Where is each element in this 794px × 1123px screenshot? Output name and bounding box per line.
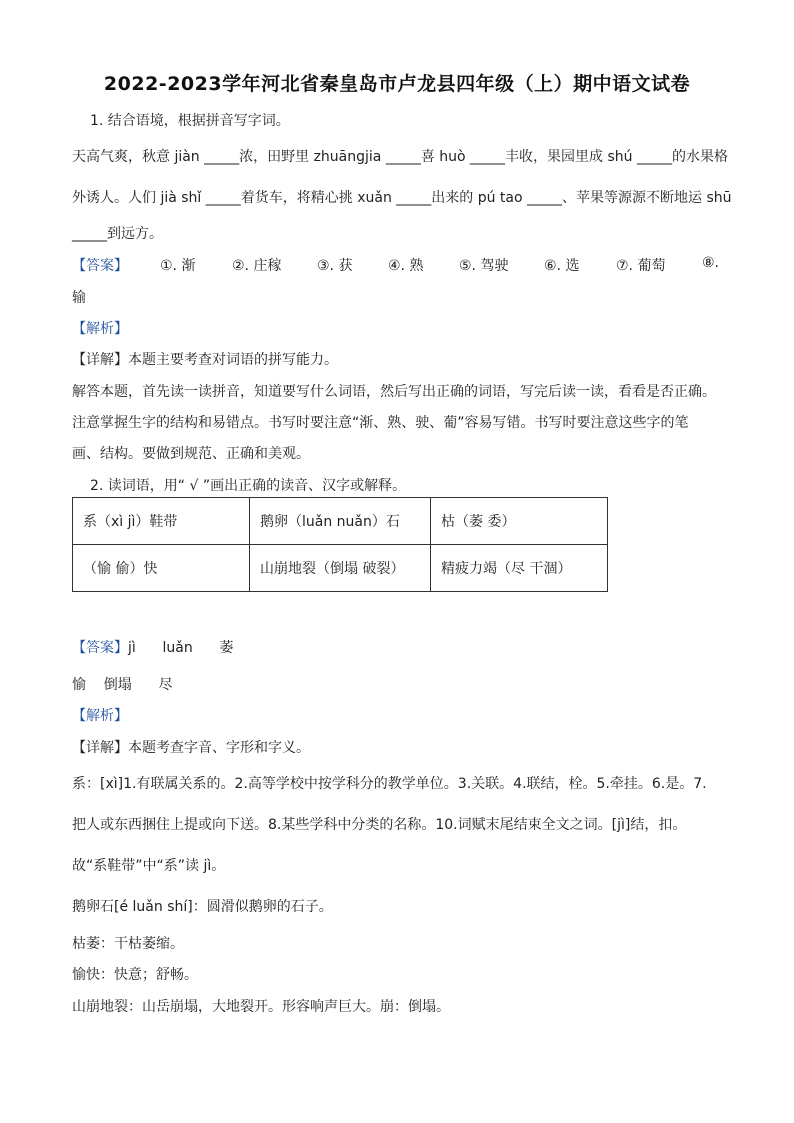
q1-text-line2: 外诱人。人们 jià shǐ _____着货车，将精心挑 xuǎn _____出来的 pú tao _____、苹果等源源不断地运 shū [72, 190, 732, 206]
q1-analysis-tag: 【解析】 [72, 321, 128, 337]
q1-text-line1: 天高气爽，秋意 jiàn _____浓，田野里 zhuāngjia _____喜 huò _____丰收，果园里成 shú _____的水果格 [72, 149, 728, 165]
table-row [73, 545, 608, 592]
q1-text-line3: _____到远方。 [72, 226, 163, 242]
q2-explanation: 愉快：快意；舒畅。 [72, 967, 198, 983]
q2-explanation: 山崩地裂：山岳崩塌，大地裂开。形容响声巨大。崩：倒塌。 [72, 999, 450, 1015]
table-cell: 系（xì jì）鞋带 [73, 498, 250, 545]
q2-explanation: 把人或东西捆住上提或向下送。8.某些学科中分类的名称。10.词赋末尾结束全文之词。[jì]结，扣。 [72, 817, 687, 833]
table-cell: 枯（萎 委） [431, 498, 608, 545]
q1-answer-item: ⑧. [702, 255, 720, 271]
q2-answer-line1: jì luǎn 萎 [128, 640, 234, 656]
q2-answer-line2: 愉 倒塌 尽 [72, 677, 173, 693]
document-title: 2022-2023学年河北省秦皇岛市卢龙县四年级（上）期中语文试卷 [103, 73, 691, 95]
q2-explanation: 鹅卵石[é luǎn shí]：圆滑似鹅卵的石子。 [72, 899, 333, 915]
q2-answer-tag: 【答案】 [72, 640, 128, 656]
q1-answer-item: ⑤. 驾驶 [459, 258, 509, 274]
q1-prompt: 1. 结合语境，根据拼音写字词。 [90, 113, 290, 129]
table-row [73, 498, 608, 545]
q2-explanation: 枯萎：干枯萎缩。 [72, 936, 184, 952]
q2-prompt: 2. 读词语，用“ √ ”画出正确的读音、汉字或解释。 [90, 478, 407, 494]
table-cell: （愉 偷）快 [73, 545, 250, 592]
q1-answer-continued: 输 [72, 290, 86, 306]
q1-answer-item: ②. 庄稼 [232, 258, 282, 274]
q1-paragraph: 解答本题，首先读一读拼音，知道要写什么词语，然后写出正确的词语，写完后读一读，看看是否正确。 [72, 384, 716, 400]
q1-answer-item: ④. 熟 [388, 258, 424, 274]
table-cell: 鹅卵（luǎn nuǎn）石 [250, 498, 431, 545]
q2-answer-row [72, 637, 233, 657]
table-cell: 山崩地裂（倒塌 破裂） [250, 545, 431, 592]
q2-analysis-tag: 【解析】 [72, 708, 128, 724]
q2-explanation: 系：[xì]1.有联属关系的。2.高等学校中按学科分的教学单位。3.关联。4.联结，栓。5.牵挂。6.是。7. [72, 776, 707, 792]
q1-paragraph: 注意掌握生字的结构和易错点。书写时要注意“渐、熟、驶、葡”容易写错。书写时要注意这些字的笔 [72, 415, 689, 431]
q2-detail: 【详解】本题考查字音、字形和字义。 [72, 740, 310, 756]
q2-explanation: 故“系鞋带”中“系”读 jì。 [72, 858, 226, 874]
q1-answer-item: ③. 获 [317, 258, 353, 274]
q1-answer-row [72, 255, 722, 275]
q1-paragraph: 画、结构。要做到规范、正确和美观。 [72, 446, 310, 462]
q2-table [72, 497, 608, 592]
q1-answer-tag: 【答案】 [72, 258, 128, 274]
table-cell: 精疲力竭（尽 干涸） [431, 545, 608, 592]
q1-detail: 【详解】本题主要考查对词语的拼写能力。 [72, 352, 338, 368]
q1-answer-item: ①. 渐 [160, 258, 196, 274]
q1-answer-item: ⑦. 葡萄 [616, 258, 666, 274]
q1-answer-item: ⑥. 选 [544, 258, 580, 274]
